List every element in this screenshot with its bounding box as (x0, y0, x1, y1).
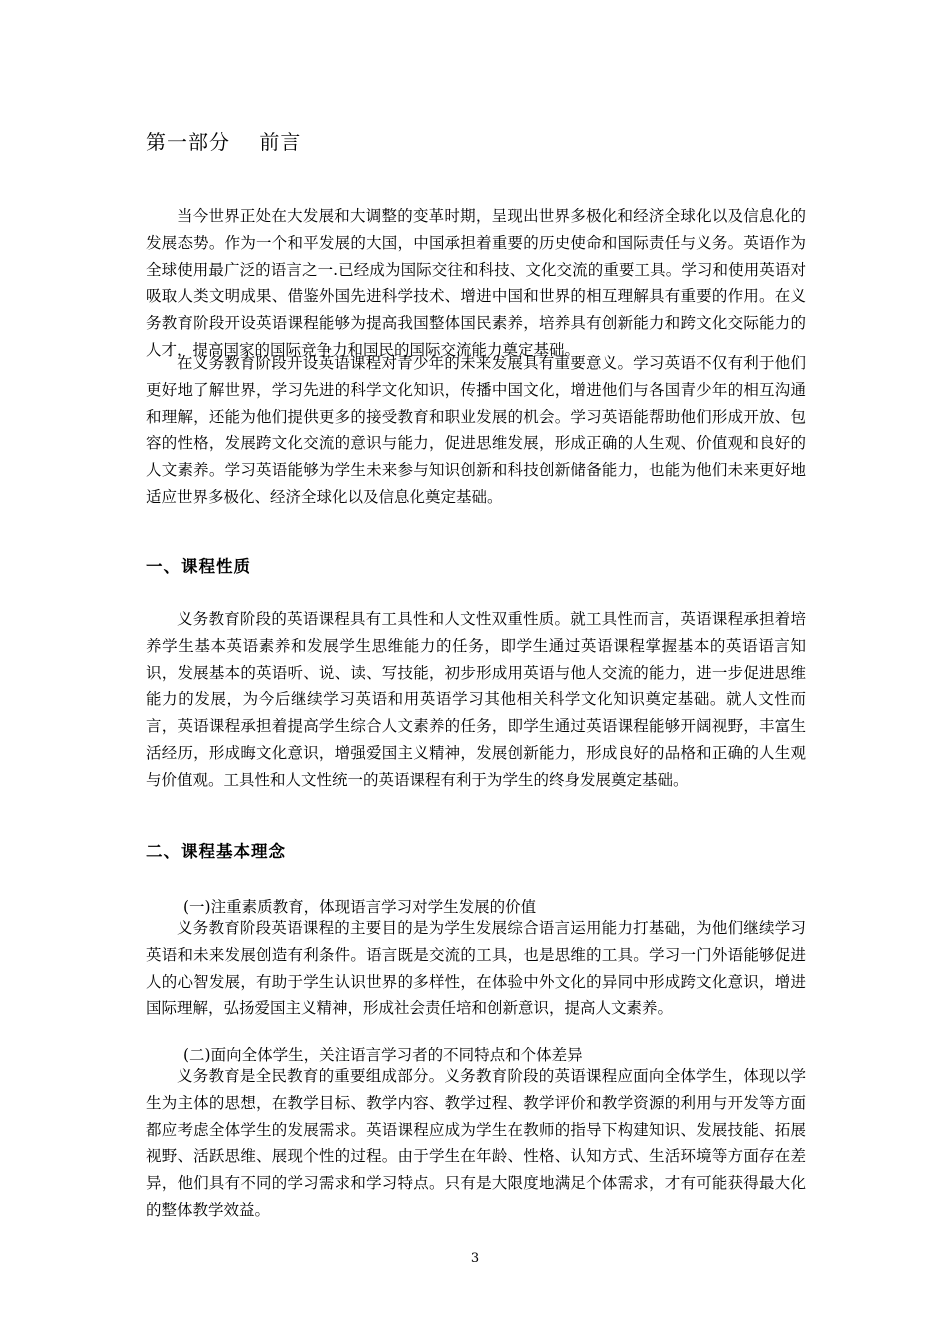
part-title: 第一部分 前言 (146, 130, 302, 154)
concept-1-title: (一)注重素质教育，体现语言学习对学生发展的价值 (183, 898, 537, 916)
preface-paragraph-1: 当今世界正处在大发展和大调整的变革时期，呈现出世界多极化和经济全球化以及信息化的发展态势。作为一个和平发展的大国，中国承担着重要的历史使命和国际责任与义务。英语作为全球使用最广泛的语言之一.已经成为国际交往和科技、文化交流的重要工具。学习和使用英语对吸取人类文明成果、借鉴外国先进科学技术、增进中国和世界的相互理解具有重要的作用。在义务教育阶段开设英语课程能够为提高我国整体国民素养，培养具有创新能力和跨文化交际能力的人才，提高国家的国际竞争力和国民的国际交流能力奠定基础。 (146, 207, 806, 359)
section-heading-basic-concepts: 二、课程基本理念 (146, 842, 286, 861)
course-nature-paragraph: 义务教育阶段的英语课程具有工具性和人文性双重性质。就工具性而言，英语课程承担着培养学生基本英语素养和发展学生思维能力的任务，即学生通过英语课程掌握基本的英语语言知识，发展基本的英语听、说、读、写技能，初步形成用英语与他人交流的能力，进一步促进思维能力的发展，为今后继续学习英语和用英语学习其他相关科学文化知识奠定基础。就人文性而言，英语课程承担着提高学生综合人文素养的任务，即学生通过英语课程能够开阔视野，丰富生活经历，形成晦文化意识，增强爱国主义精神，发展创新能力，形成良好的品格和正确的人生观与价值观。工具性和人文性统一的英语课程有利于为学生的终身发展奠定基础。 (146, 610, 806, 789)
section-heading-course-nature: 一、课程性质 (146, 557, 251, 576)
concept-2-title: (二)面向全体学生，关注语言学习者的不同特点和个体差异 (183, 1046, 583, 1064)
concept-2-paragraph: 义务教育是全民教育的重要组成部分。义务教育阶段的英语课程应面向全体学生，体现以学生为主体的思想，在教学目标、教学内容、教学过程、教学评价和教学资源的利用与开发等方面都应考虑全体学生的发展需求。英语课程应成为学生在教师的指导下构建知识、发展技能、拓展视野、活跃思维、展现个性的过程。由于学生在年龄、性格、认知方式、生活环境等方面存在差异，他们具有不同的学习需求和学习特点。只有是大限度地满足个体需求，才有可能获得最大化的整体教学效益。 (146, 1067, 806, 1219)
page-number: 3 (470, 1251, 480, 1266)
concept-1-paragraph: 义务教育阶段英语课程的主要目的是为学生发展综合语言运用能力打基础，为他们继续学习英语和未来发展创造有利条件。语言既是交流的工具，也是思维的工具。学习一门外语能够促进人的心智发展，有助于学生认识世界的多样性，在体验中外文化的异同中形成跨文化意识，增进国际理解，弘扬爱国主义精神，形成社会责任培和创新意识，提高人文素养。 (146, 919, 806, 1018)
preface-paragraph-2: 在义务教育阶段开设英语课程对青少年的未来发展具有重要意义。学习英语不仅有利于他们更好地了解世界，学习先进的科学文化知识，传播中国文化，增进他们与各国青少年的相互沟通和理解，还能为他们提供更多的接受教育和职业发展的机会。学习英语能帮助他们形成开放、包容的性格，发展跨文化交流的意识与能力，促进思维发展，形成正确的人生观、价值观和良好的人文素养。学习英语能够为学生未来参与知识创新和科技创新储备能力，也能为他们未来更好地适应世界多极化、经济全球化以及信息化奠定基础。 (146, 354, 806, 506)
